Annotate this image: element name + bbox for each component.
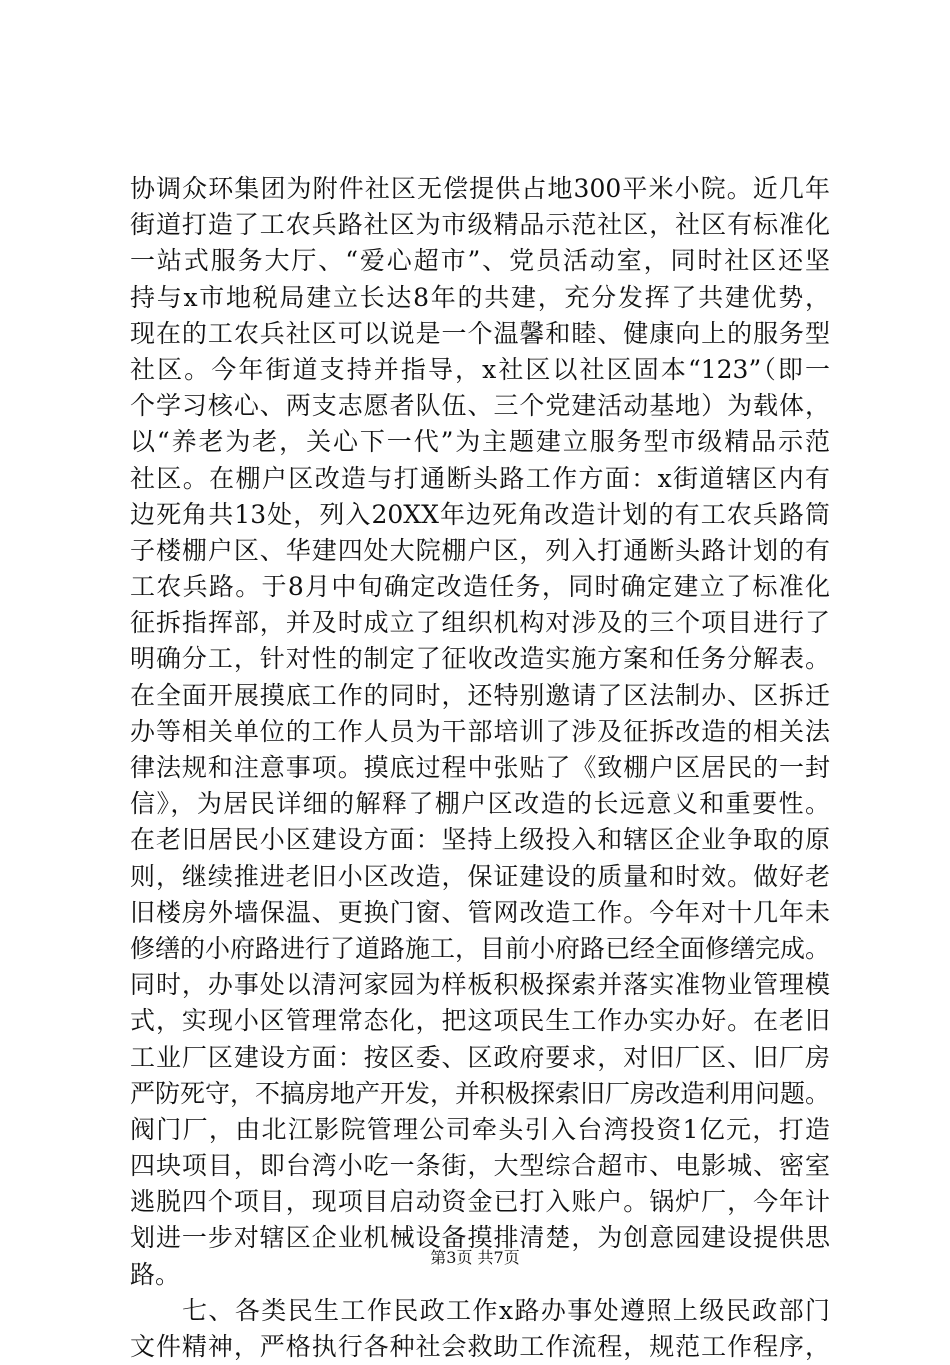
section-heading-line: 七、各类民生工作民政工作x路办事处遵照上级民政部门 [182, 1295, 830, 1325]
text-line: 明确分工，针对性的制定了征收改造实施方案和任务分解表。 [130, 644, 830, 674]
text-line: 阀门厂，由北江影院管理公司牵头引入台湾投资1亿元，打造 [130, 1114, 830, 1144]
text-line: 办等相关单位的工作人员为干部培训了涉及征拆改造的相关法 [130, 716, 830, 746]
text-line: 信》，为居民详细的解释了棚户区改造的长远意义和重要性。 [130, 789, 830, 819]
text-line: 工业厂区建设方面：按区委、区政府要求，对旧厂区、旧厂房 [130, 1042, 830, 1072]
text-line: 文件精神，严格执行各种社会救助工作流程，规范工作程序， [130, 1332, 830, 1361]
text-line: 子楼棚户区、华建四处大院棚户区，列入打通断头路计划的有 [130, 535, 830, 565]
text-line: 以“养老为老，关心下一代”为主题建立服务型市级精品示范 [130, 427, 830, 457]
text-line: 一站式服务大厅、“爱心超市”、党员活动室，同时社区还坚 [130, 246, 830, 276]
text-line: 社区。今年街道支持并指导，x社区以社区固本“123”（即一 [130, 354, 830, 384]
text-line: 协调众环集团为附件社区无偿提供占地300平米小院。近几年 [130, 174, 830, 203]
text-line: 在全面开展摸底工作的同时，还特别邀请了区法制办、区拆迁 [130, 680, 830, 710]
text-line: 街道打造了工农兵路社区为市级精品示范社区，社区有标准化 [130, 210, 830, 240]
text-line: 严防死守，不搞房地产开发，并积极探索旧厂房改造利用问题。 [130, 1078, 830, 1108]
text-line: 路。 [130, 1259, 181, 1289]
text-line: 个学习核心、两支志愿者队伍、三个党建活动基地）为载体， [130, 391, 830, 421]
text-line: 在老旧居民小区建设方面：坚持上级投入和辖区企业争取的原 [130, 825, 830, 855]
text-line: 持与x市地税局建立长达8年的共建，充分发挥了共建优势， [130, 282, 830, 312]
text-line: 旧楼房外墙保温、更换门窗、管网改造工作。今年对十几年未 [130, 897, 830, 927]
text-line: 则，继续推进老旧小区改造，保证建设的质量和时效。做好老 [130, 861, 830, 891]
text-line: 逃脱四个项目，现项目启动资金已打入账户。锅炉厂，今年计 [130, 1187, 830, 1217]
text-line: 社区。在棚户区改造与打通断头路工作方面：x街道辖区内有 [130, 463, 830, 493]
text-line: 征拆指挥部，并及时成立了组织机构对涉及的三个项目进行了 [130, 608, 830, 638]
text-line: 划进一步对辖区企业机械设备摸排清楚，为创意园建设提供思 [130, 1223, 830, 1253]
text-line: 现在的工农兵社区可以说是一个温馨和睦、健康向上的服务型 [130, 318, 830, 348]
document-body [130, 171, 830, 1365]
text-line: 律法规和注意事项。摸底过程中张贴了《致棚户区居民的一封 [130, 753, 830, 782]
page-number-footer: 第3页 共7页 [430, 1248, 520, 1267]
text-line: 四块项目，即台湾小吃一条街，大型综合超市、电影城、密室 [130, 1151, 830, 1181]
text-line: 边死角共13处，列入20XX年边死角改造计划的有工农兵路筒 [130, 499, 830, 529]
text-line: 修缮的小府路进行了道路施工，目前小府路已经全面修缮完成。 [130, 933, 830, 963]
text-line: 式，实现小区管理常态化，把这项民生工作办实办好。在老旧 [130, 1006, 830, 1036]
text-line: 同时，办事处以清河家园为样板积极探索并落实准物业管理模 [130, 970, 830, 1000]
text-line: 工农兵路。于8月中旬确定改造任务，同时确定建立了标准化 [130, 572, 830, 602]
